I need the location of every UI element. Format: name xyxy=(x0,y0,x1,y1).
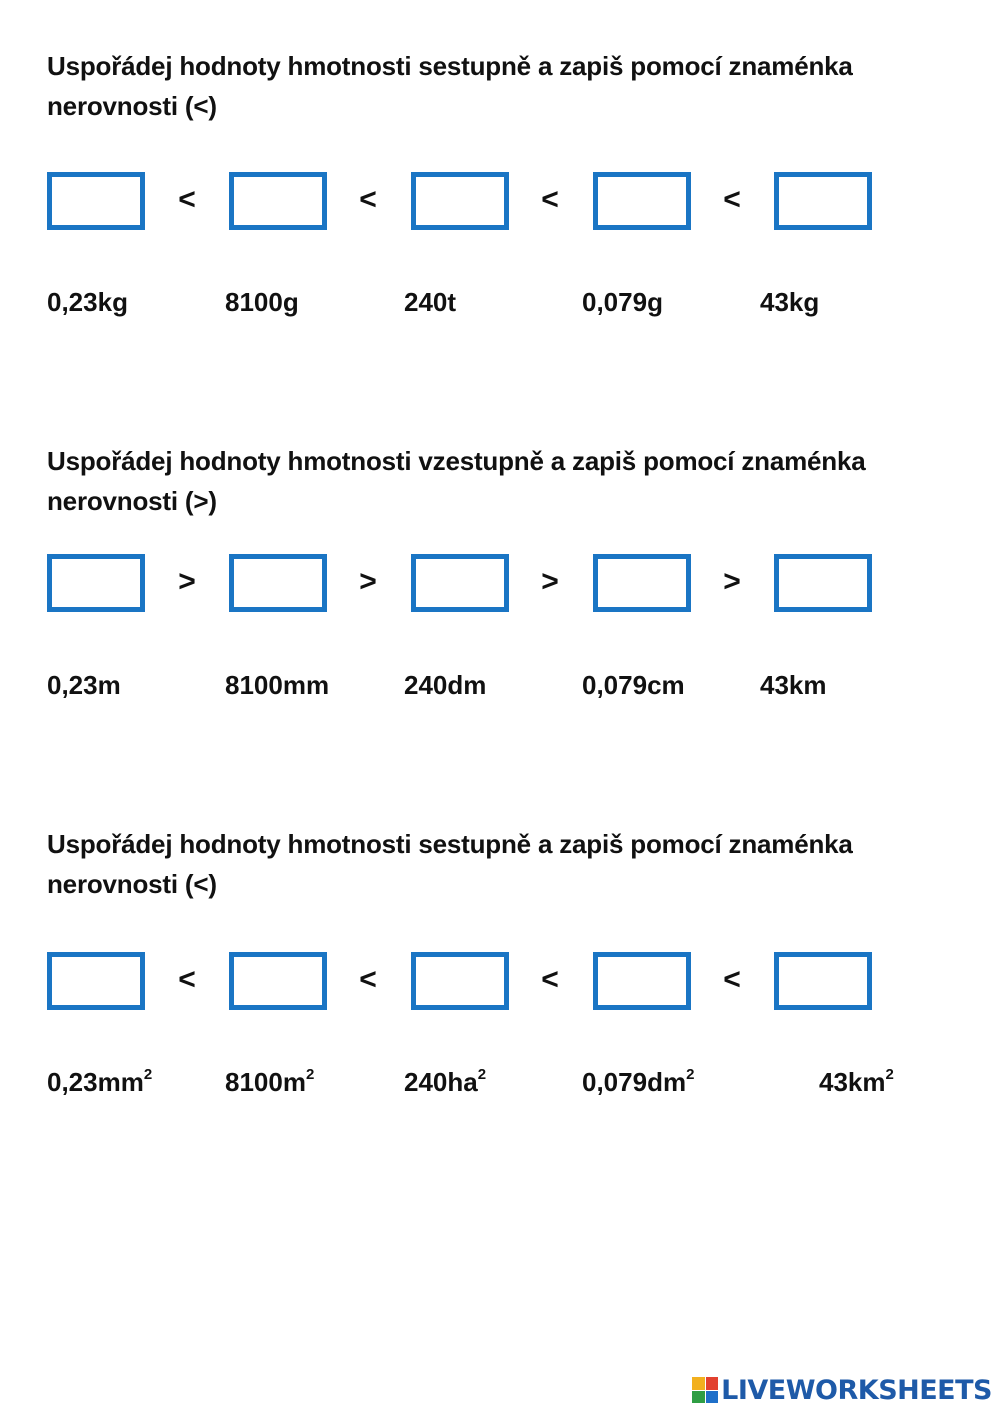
value-item[interactable]: 8100mm xyxy=(225,670,330,700)
answer-box-3[interactable] xyxy=(411,172,509,230)
inequality-sign: > xyxy=(723,565,741,598)
liveworksheets-logo-icon xyxy=(692,1377,718,1403)
value-item[interactable]: 0,079cm xyxy=(582,670,685,700)
value-item[interactable]: 240dm xyxy=(404,670,487,700)
answer-box-4[interactable] xyxy=(593,172,691,230)
answer-row xyxy=(47,554,947,614)
exercise-instruction: Uspořádej hodnoty hmotnosti vzestupně a zapiš pomocí znaménka nerovnosti (>) xyxy=(47,446,866,516)
answer-box-1[interactable] xyxy=(47,172,145,230)
liveworksheets-logo xyxy=(692,1373,992,1407)
value-item[interactable]: 43km xyxy=(760,670,827,700)
value-item[interactable]: 240t xyxy=(404,287,457,317)
inequality-sign: < xyxy=(723,963,741,996)
inequality-sign: < xyxy=(359,963,377,996)
value-list xyxy=(47,1064,947,1104)
value-list xyxy=(47,284,947,324)
answer-box-4[interactable] xyxy=(593,952,691,1010)
value-item[interactable]: 0,23m xyxy=(47,670,121,700)
answer-row xyxy=(47,952,947,1012)
inequality-sign: > xyxy=(541,565,559,598)
answer-box-4[interactable] xyxy=(593,554,691,612)
exercise-instruction: Uspořádej hodnoty hmotnosti sestupně a zapiš pomocí znaménka nerovnosti (<) xyxy=(47,51,853,121)
inequality-sign: < xyxy=(178,963,196,996)
value-item[interactable]: 0,079g xyxy=(582,287,663,317)
value-item[interactable]: 0,23kg xyxy=(47,287,128,317)
value-item[interactable]: $240ha^2$ xyxy=(404,1066,487,1097)
answer-box-3[interactable] xyxy=(411,952,509,1010)
answer-box-5[interactable] xyxy=(774,554,872,612)
answer-row xyxy=(47,172,947,232)
exercise-2 xyxy=(47,441,947,700)
answer-box-1[interactable] xyxy=(47,952,145,1010)
value-item[interactable]: 43kg xyxy=(760,287,820,317)
inequality-sign: > xyxy=(178,565,196,598)
value-item[interactable]: $43km^2$ xyxy=(819,1066,894,1097)
value-item[interactable]: $0,079dm^2$ xyxy=(582,1066,695,1097)
exercise-3 xyxy=(47,824,947,1097)
answer-box-2[interactable] xyxy=(229,554,327,612)
inequality-sign: > xyxy=(359,565,377,598)
logo-text: LIVEWORKSHEETS xyxy=(721,1374,992,1406)
value-item[interactable]: $0,23mm^2$ xyxy=(47,1066,153,1097)
answer-box-5[interactable] xyxy=(774,952,872,1010)
exercise-1 xyxy=(47,46,947,317)
value-item[interactable]: 8100g xyxy=(225,287,299,317)
inequality-sign: < xyxy=(723,183,741,216)
answer-box-2[interactable] xyxy=(229,952,327,1010)
value-item[interactable]: $8100m^2$ xyxy=(225,1066,315,1097)
inequality-sign: < xyxy=(359,183,377,216)
inequality-sign: < xyxy=(541,183,559,216)
inequality-sign: < xyxy=(541,963,559,996)
answer-box-5[interactable] xyxy=(774,172,872,230)
answer-box-2[interactable] xyxy=(229,172,327,230)
exercise-instruction: Uspořádej hodnoty hmotnosti sestupně a zapiš pomocí znaménka nerovnosti (<) xyxy=(47,829,853,899)
answer-box-1[interactable] xyxy=(47,554,145,612)
value-list xyxy=(47,667,947,707)
answer-box-3[interactable] xyxy=(411,554,509,612)
inequality-sign: < xyxy=(178,183,196,216)
